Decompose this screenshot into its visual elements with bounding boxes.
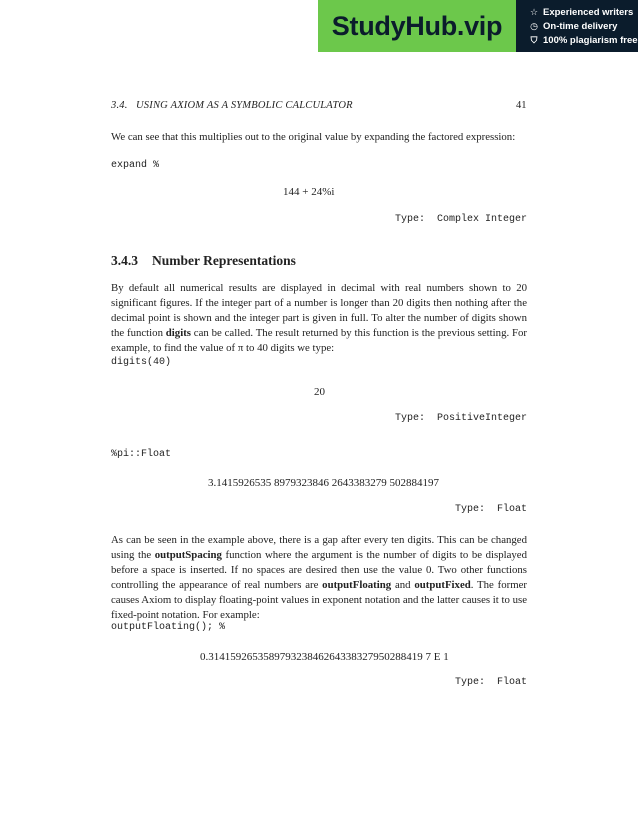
paragraph-text: function where the argument is the number of digits to be displayed before a space is inserted. If no spaces are desired then use the value 0. Two other functions controlling the appearance of real numbers are [111,549,527,592]
banner-logo[interactable]: StudyHub.vip [318,0,516,52]
page-number: 41 [516,100,527,111]
shield-icon: ⛉ [530,34,538,45]
section-heading [111,253,296,269]
section-title: Number Representations [152,253,296,268]
result-pi: 3.1415926535 8979323846 2643383279 502884197 [208,477,439,489]
command-digits: digits(40) [111,357,172,368]
paragraph-text: By default all numerical results are displayed in decimal with real numbers shown to 20 significant figures. If the integer part of a number is longer than 20 digits then nothing after the decimal point is shown and the integer part is given in full. To alter the number of digits shown the function [111,282,527,340]
result-floating: 0.314159265358979323846264338327950288419 7 E 1 [200,651,449,663]
paragraph-text: As can be seen in the example above, there is a gap after every ten digits. This can be changed using the [111,534,527,562]
section-number: 3.4.3 [111,253,138,268]
function-name: digits [165,327,191,340]
paragraph-text: can be called. The result returned by this function is the previous setting. For example, to find the value of π to 40 digits we type: [111,327,527,355]
type-line: Type: Float [454,677,527,688]
result-expand: 144 + 24%i [283,186,335,198]
banner-feature [528,5,638,19]
banner-feature [528,33,638,47]
function-name: outputFixed [414,579,471,592]
result-digits: 20 [314,386,325,398]
paragraph-text: and [391,579,415,592]
running-head: 3.4. USING AXIOM AS A SYMBOLIC CALCULATOR [111,100,353,111]
clock-icon: ◷ [530,20,538,31]
star-icon: ☆ [529,6,539,17]
intro-paragraph: We can see that this multiplies out to the original value by expanding the factored expression: [111,131,516,143]
command-expand: expand % [111,160,160,171]
banner-feature-label: 100% plagiarism free [543,34,638,46]
paragraph-defaults [111,281,527,356]
banner-feature-label: On-time delivery [543,20,618,32]
banner-feature [528,19,638,33]
type-line: Type: Float [454,504,527,515]
paragraph-spacing [111,533,527,624]
type-line: Type: PositiveInteger [394,413,527,424]
type-line: Type: Complex Integer [394,214,527,225]
command-output-floating: outputFloating(); % [111,622,226,633]
banner-feature-label: Experienced writers [543,6,634,18]
paragraph-text: . The former causes Axiom to display floating-point values in exponent notation and the latter causes it to use fixed-point notation. For example: [111,579,527,622]
command-pi: %pi::Float [111,449,172,460]
banner-features [516,0,638,52]
function-name: outputFloating [322,579,392,592]
ad-banner[interactable] [318,0,638,52]
function-name: outputSpacing [154,549,222,562]
